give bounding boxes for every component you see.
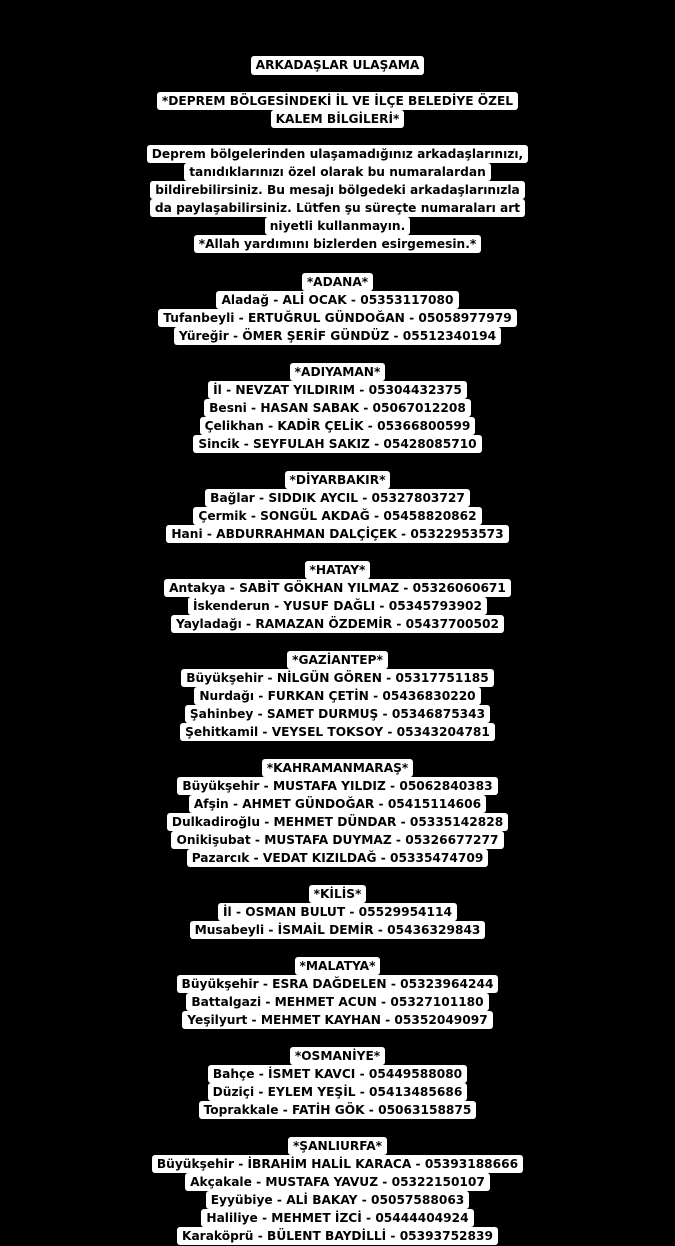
section-header-line: [0, 1137, 675, 1155]
section-adana: [0, 273, 675, 345]
contact-line: [0, 525, 675, 543]
section-header-line: [0, 273, 675, 291]
contact-entry: Toprakkale - FATİH GÖK - 05063158875: [199, 1101, 477, 1119]
subtitle-line: [0, 110, 675, 128]
contact-line: [0, 813, 675, 831]
section-header-line: [0, 651, 675, 669]
section-header-line: [0, 957, 675, 975]
contact-entry: Sincik - SEYFULAH SAKIZ - 05428085710: [193, 435, 481, 453]
contact-line: [0, 903, 675, 921]
section-header: *OSMANİYE*: [290, 1047, 385, 1065]
contact-entry: Afşin - AHMET GÜNDOĞAR - 05415114606: [189, 795, 486, 813]
contact-line: [0, 327, 675, 345]
contact-entry: Büyükşehir - İBRAHİM HALİL KARACA - 05393188666: [152, 1155, 523, 1173]
intro-text: da paylaşabilirsiniz. Lütfen şu süreçte numaraları art: [150, 199, 525, 217]
title-line: [0, 56, 675, 75]
contact-line: [0, 417, 675, 435]
section-header-line: [0, 471, 675, 489]
section-header-line: [0, 1047, 675, 1065]
contact-entry: Nurdağı - FURKAN ÇETİN - 05436830220: [194, 687, 480, 705]
contact-entry: Yeşilyurt - MEHMET KAYHAN - 05352049097: [182, 1011, 492, 1029]
intro-text: Deprem bölgelerinden ulaşamadığınız arkadaşlarınızı,: [147, 145, 528, 163]
subtitle-text: *DEPREM BÖLGESİNDEKİ İL VE İLÇE BELEDİYE ÖZEL: [157, 92, 518, 110]
section-diyarbakir: [0, 471, 675, 543]
contact-entry: Onikişubat - MUSTAFA DUYMAZ - 05326677277: [171, 831, 503, 849]
contact-line: [0, 777, 675, 795]
contact-entry: Çelikhan - KADİR ÇELİK - 05366800599: [200, 417, 476, 435]
contact-line: [0, 705, 675, 723]
intro-text: bildirebilirsiniz. Bu mesajı bölgedeki arkadaşlarınızla: [150, 181, 525, 199]
contact-line: [0, 435, 675, 453]
section-gaziantep: [0, 651, 675, 741]
contact-entry: İskenderun - YUSUF DAĞLI - 05345793902: [188, 597, 487, 615]
section-header: *ADANA*: [302, 273, 373, 291]
contact-line: [0, 1173, 675, 1191]
contact-entry: Bahçe - İSMET KAVCI - 05449588080: [208, 1065, 467, 1083]
section-header: *MALATYA*: [295, 957, 381, 975]
contact-line: [0, 687, 675, 705]
intro-text: tanıdıklarınızı özel olarak bu numaralardan: [184, 163, 491, 181]
section-sanliurfa: [0, 1137, 675, 1245]
contact-entry: Dulkadiroğlu - MEHMET DÜNDAR - 05335142828: [167, 813, 508, 831]
contact-entry: Eyyübiye - ALİ BAKAY - 05057588063: [206, 1191, 470, 1209]
contact-line: [0, 1011, 675, 1029]
section-header-line: [0, 363, 675, 381]
contact-entry: Antakya - SABİT GÖKHAN YILMAZ - 05326060671: [164, 579, 511, 597]
contact-entry: Hani - ABDURRAHMAN DALÇİÇEK - 05322953573: [166, 525, 508, 543]
section-header: *GAZİANTEP*: [287, 651, 388, 669]
contact-entry: Musabeyli - İSMAİL DEMİR - 05436329843: [190, 921, 486, 939]
section-header-line: [0, 885, 675, 903]
contact-line: [0, 1065, 675, 1083]
section-header: *ADIYAMAN*: [290, 363, 386, 381]
contact-entry: Battalgazi - MEHMET ACUN - 05327101180: [186, 993, 488, 1011]
contact-line: [0, 723, 675, 741]
section-header: *HATAY*: [305, 561, 371, 579]
page-title: ARKADAŞLAR ULAŞAMA: [251, 56, 425, 75]
contact-entry: Tufanbeyli - ERTUĞRUL GÜNDOĞAN - 05058977979: [158, 309, 516, 327]
contact-entry: Aladağ - ALİ OCAK - 05353117080: [216, 291, 458, 309]
intro-line: [0, 181, 675, 199]
section-kilis: [0, 885, 675, 939]
contact-entry: İl - NEVZAT YILDIRIM - 05304432375: [208, 381, 467, 399]
contact-line: [0, 381, 675, 399]
section-hatay: [0, 561, 675, 633]
contact-line: [0, 1191, 675, 1209]
intro-text: *Allah yardımını bizlerden esirgemesin.*: [194, 235, 482, 253]
contact-entry: Haliliye - MEHMET İZCİ - 05444404924: [201, 1209, 473, 1227]
contact-line: [0, 399, 675, 417]
contact-entry: Büyükşehir - NİLGÜN GÖREN - 05317751185: [181, 669, 494, 687]
section-osmaniye: [0, 1047, 675, 1119]
contact-line: [0, 795, 675, 813]
intro-line: [0, 217, 675, 235]
section-malatya: [0, 957, 675, 1029]
subtitle-line: [0, 92, 675, 110]
contact-line: [0, 993, 675, 1011]
contact-line: [0, 975, 675, 993]
contact-line: [0, 921, 675, 939]
contact-entry: Karaköprü - BÜLENT BAYDİLLİ - 05393752839: [177, 1227, 498, 1245]
contact-line: [0, 507, 675, 525]
contact-line: [0, 669, 675, 687]
intro-line: [0, 163, 675, 181]
contact-line: [0, 291, 675, 309]
intro-line: [0, 199, 675, 217]
contact-entry: Besni - HASAN SABAK - 05067012208: [204, 399, 471, 417]
contact-entry: Düziçi - EYLEM YEŞİL - 05413485686: [208, 1083, 468, 1101]
section-kahramanmaras: [0, 759, 675, 867]
contact-entry: Bağlar - SIDDIK AYCIL - 05327803727: [205, 489, 470, 507]
intro-line: [0, 235, 675, 253]
section-header: *ŞANLIURFA*: [288, 1137, 387, 1155]
contact-line: [0, 1209, 675, 1227]
contact-entry: İl - OSMAN BULUT - 05529954114: [218, 903, 457, 921]
intro-text: niyetli kullanmayın.: [265, 217, 411, 235]
contact-entry: Şahinbey - SAMET DURMUŞ - 05346875343: [185, 705, 490, 723]
subtitle-text: KALEM BİLGİLERİ*: [271, 110, 405, 128]
contact-line: [0, 615, 675, 633]
contact-entry: Yüreğir - ÖMER ŞERİF GÜNDÜZ - 05512340194: [174, 327, 501, 345]
section-adiyaman: [0, 363, 675, 453]
contact-entry: Şehitkamil - VEYSEL TOKSOY - 05343204781: [180, 723, 495, 741]
contact-entry: Pazarcık - VEDAT KIZILDAĞ - 05335474709: [187, 849, 489, 867]
contact-line: [0, 309, 675, 327]
contact-entry: Akçakale - MUSTAFA YAVUZ - 05322150107: [185, 1173, 490, 1191]
contact-line: [0, 489, 675, 507]
section-header: *KAHRAMANMARAŞ*: [262, 759, 414, 777]
story-text-page: [0, 56, 675, 1245]
contact-line: [0, 849, 675, 867]
contact-line: [0, 1083, 675, 1101]
contact-entry: Büyükşehir - MUSTAFA YILDIZ - 05062840383: [177, 777, 497, 795]
contact-line: [0, 597, 675, 615]
section-header-line: [0, 561, 675, 579]
intro-line: [0, 145, 675, 163]
contact-line: [0, 579, 675, 597]
section-header: *KİLİS*: [309, 885, 367, 903]
section-header-line: [0, 759, 675, 777]
contact-line: [0, 1155, 675, 1173]
contact-entry: Büyükşehir - ESRA DAĞDELEN - 05323964244: [177, 975, 499, 993]
contact-entry: Çermik - SONGÜL AKDAĞ - 05458820862: [193, 507, 481, 525]
contact-entry: Yayladağı - RAMAZAN ÖZDEMİR - 05437700502: [171, 615, 504, 633]
contact-line: [0, 1227, 675, 1245]
contact-line: [0, 831, 675, 849]
section-header: *DİYARBAKIR*: [285, 471, 391, 489]
contact-line: [0, 1101, 675, 1119]
